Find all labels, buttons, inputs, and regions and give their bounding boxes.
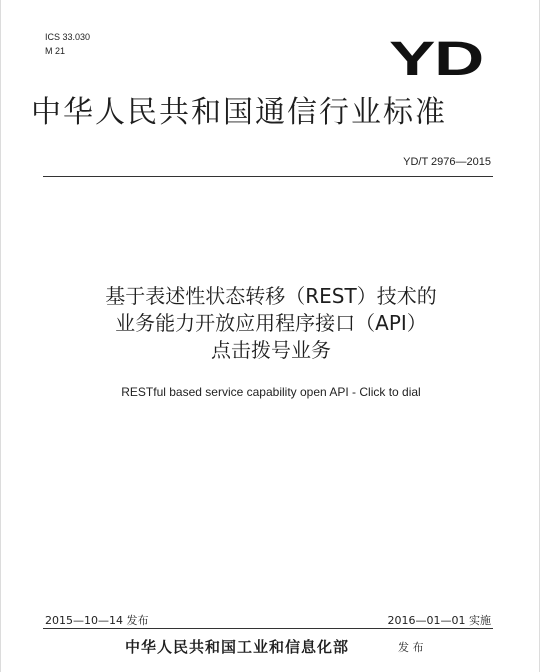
title-line-2: 业务能力开放应用程序接口（API） <box>115 311 427 335</box>
publisher-name: 中华人民共和国工业和信息化部 <box>125 638 350 656</box>
org-standard-title: 中华人民共和国通信行业标准 <box>31 95 447 130</box>
title-line-1: 基于表述性状态转移（REST）技术的 <box>105 284 437 308</box>
implementation-date: 2016—01—01 实施 <box>387 614 491 627</box>
publish-label: 发 布 <box>398 641 424 654</box>
english-title: RESTful based service capability open API - Click to dial <box>121 385 421 399</box>
header-divider <box>43 176 493 177</box>
yd-logo: YD <box>389 33 483 86</box>
issue-date: 2015—10—14 发布 <box>45 614 149 627</box>
footer-divider <box>43 628 493 629</box>
ics-code: ICS 33.030 <box>45 32 91 42</box>
standard-number: YD/T 2976—2015 <box>403 156 491 168</box>
document-title <box>21 283 521 364</box>
ccs-code: M 21 <box>45 46 66 56</box>
title-line-3: 点击拨号业务 <box>211 338 331 362</box>
classification-codes <box>45 30 90 58</box>
